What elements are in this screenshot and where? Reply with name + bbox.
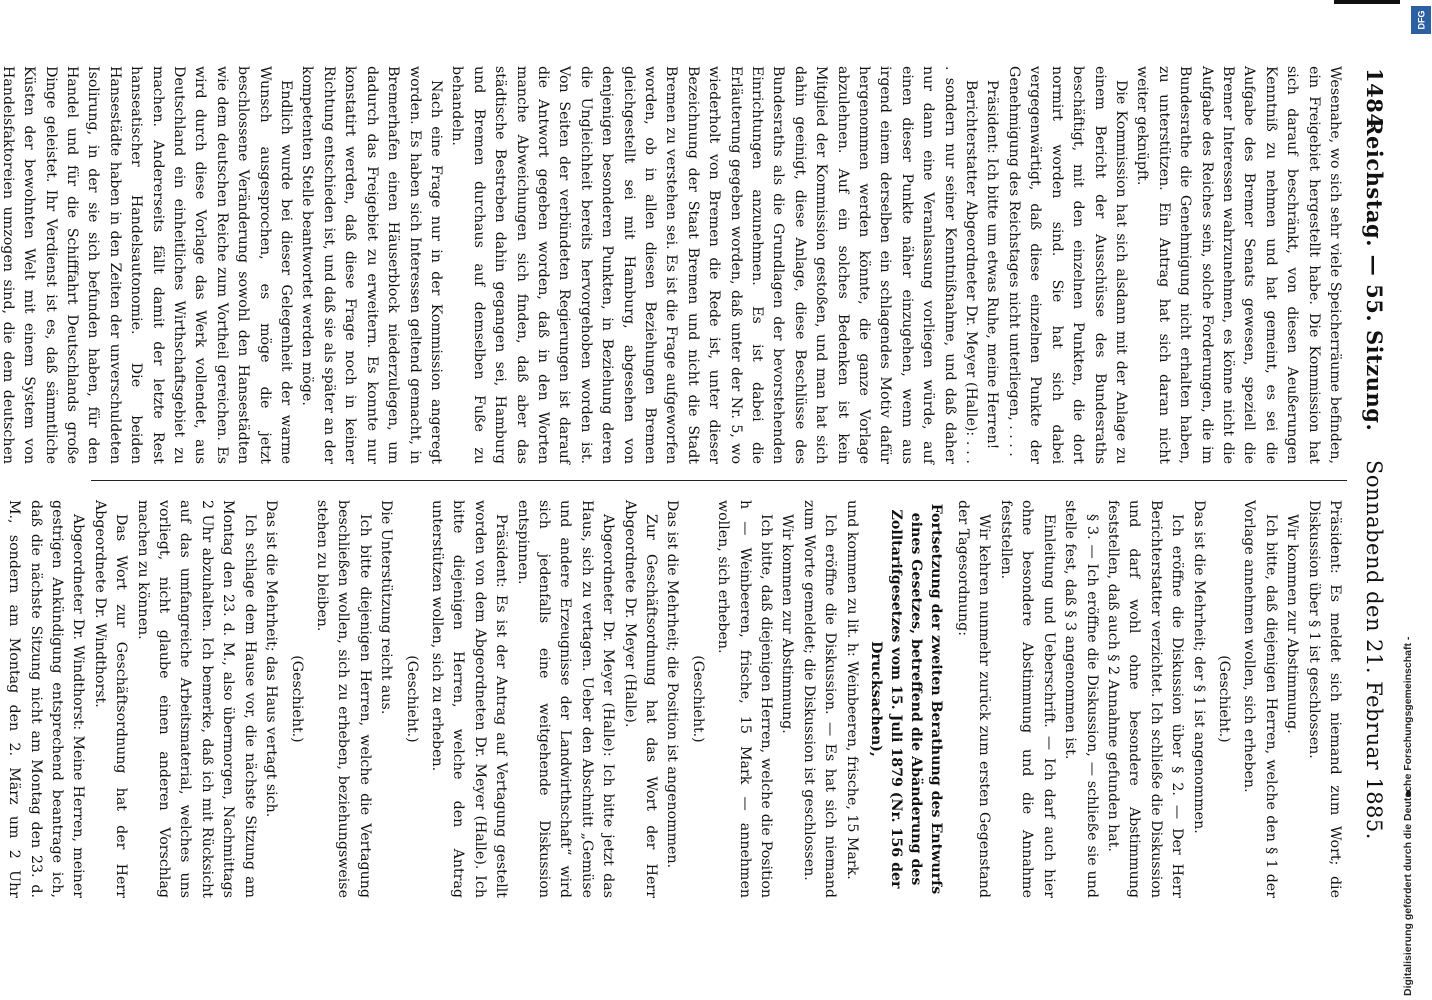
- paragraph: Das Wort zur Geschäftsordnung hat der Herr Abgeordnete Dr. Windthorst.: [91, 500, 130, 898]
- header-center: [1362, 68, 1387, 890]
- paragraph: Wir kommen zur Abstimmung.: [1284, 514, 1301, 734]
- stage-note: (Geschieht.): [1215, 655, 1232, 743]
- paragraph: Ich bitte, daß diejenigen Herren, welche den § 1 der Vorlage annehmen wollen, sich erheben.: [1241, 500, 1279, 898]
- paragraph: Das ist die Mehrheit; der § 1 ist angenommen.: [1190, 500, 1207, 834]
- paragraph: Wesenahe, wo sich sehr viele Speicherräume befinden, ein Freigebiet hergestellt habe. Die Kommission hat sich darauf beschränkt, von diesen Aeußerungen Kenntniß zu nehmen und hat gemeint, es sei die Aufgabe des Bremer Senats gewesen, speziell die Bremer Interessen wahrzunehmen, es könne nicht die Aufgabe des Reiches sein, solche Forderungen, die im Bundesrathe die Genehmigung nicht erhalten haben, zu unterstützen. Ein Antrag hat sich daran nicht weiter geknüpft.: [1134, 66, 1343, 464]
- paragraph: Präsident: Es ist der Antrag auf Vertagung gestellt worden von dem Abgeordneten Dr. Meyer (Halle). Ich bitte diejenigen Herren, welche den Antrag unterstützen wollen, sich zu erheben.: [428, 500, 510, 898]
- scanned-page: [0, 40, 1401, 920]
- paragraph: Wir kommen zur Abstimmung.: [779, 514, 796, 734]
- paragraph: und kommen zu lit. h: Weinbeeren, frische, 15 Mark.: [843, 500, 860, 880]
- paragraph: Nach eine Frage nur in der Kommission angeregt worden. Es haben sich Interessen geltend gemacht, in Bremerhafen einen Häuserblock niederzulegen, um dadurch das Freigebiet zu erweitern. Es konnte nur konstatirt werden, daß diese Frage noch in keiner Richtung entschieden ist, und daß sie als später an der kompetenten Stelle beantwortet werden möge.: [299, 66, 444, 464]
- paragraph: Ich bitte, daß diejenigen Herren, welche die Position h — Weinbeeren, frische, 15 Mark — annehmen wollen, sich erheben.: [715, 500, 775, 898]
- paragraph: Das ist die Mehrheit; das Haus vertagt sich.: [263, 500, 280, 818]
- running-head: [1357, 68, 1393, 890]
- paragraph: Ich eröffne die Diskussion über § 2. — Der Herr Berichterstatter verzichtet. Ich schließe die Diskussion und darf wohl ohne besondere Abstimmung feststellen, daß auch § 2 Annahme gefunden hat.: [1104, 500, 1186, 898]
- paragraph: Präsident: Es meldet sich niemand zum Wort; die Diskussion über § 1 ist geschlossen.: [1305, 500, 1343, 898]
- header-title: Reichstag. — 55. Sitzung.: [1362, 118, 1387, 432]
- paragraph: Die Kommission hat sich alsdann mit der Anlage zu einem Bericht der Ausschüsse des Bundesraths beschäftigt, mit den einzelnen Punkten, die dort normirt worden sind. Sie hat sich dabei vergegenwärtigt, daß diese einzelnen Punkte der Genehmigung des Reichstages nicht unterliegen, . . . .: [1005, 66, 1129, 464]
- paragraph: Präsident: Ich bitte um etwas Ruhe, meine Herren!: [984, 80, 1001, 450]
- paragraph: Ich eröffne die Diskussion. — Es hat sich niemand zum Worte gemeldet; die Diskussion ist geschlossen.: [800, 500, 839, 898]
- paragraph: Abgeordneter Dr. Windthorst: Meine Herren, meiner gestrigen Ankündigung entsprechend beantrage ich, daß die nächste Sitzung nicht am Montag den 23. d. M., sondern am Montag den 2. März um 2 Uhr: [6, 500, 87, 898]
- agenda-item-title: Fortsetzung der zweiten Berathung des Entwurfs eines Gesetzes, betreffend die Abänderung des Zolltarifgesetzes vom 15. Juli 1879 (Nr. 156 der Drucksachen),: [867, 503, 944, 895]
- paragraph: Abgeordneter Dr. Meyer (Halle): Ich bitte jetzt das Haus, sich zu vertagen. Ueber den Abschnitt „Gemüse und andere Erzeugnisse der Landwirthschaft“ wird sich jedenfalls eine weitgehende Diskussion entspinnen.: [514, 500, 617, 898]
- paragraph: Berichterstatter Abgeordneter Dr. Meyer (Halle): . . . . sondern nur seiner Kenntnißnahme, und daß daher nur dann eine Veranlassung vorliegen würde, auf einen dieser Punkte näher einzugehen, wenn aus irgend einem derselben ein schlagendes Motiv dafür hergenommen werden könnte, die ganze Vorlage abzulehnen. Auf ein solches Bedenken ist kein Mitglied der Kommission gestoßen, und man hat sich dahin geeinigt, diese Anlage, diese Beschlüsse des Bundesraths als die Grundlagen der bevorstehenden Einrichtungen anzunehmen. Es ist dabei die Erläuterung gegeben worden, daß unter der Nr. 5, wo wiederholt von Bremen die Rede ist, unter dieser Bezeichnung der Staat Bremen und nicht die Stadt Bremen zu verstehen sei. Es ist die Frage aufgeworfen worden, ob in allen diesen Beziehungen Bremen gleichgestellt sei mit Hamburg, abgesehen von denjenigen besonderen Punkten, in Beziehung deren die Ungleichheit bereits hervorgehoben worden ist. Von Seiten der verbündeten Regierungen ist darauf die Antwort gegeben worden, daß in den Worten manche Abweichungen sich finden, daß aber das städtische Bestreben dahin gegangen sei, Hamburg und Bremen durchaus auf demselben Fuße zu behandeln.: [449, 66, 980, 464]
- stage-note: (Geschieht.): [403, 655, 420, 743]
- left-column: [0, 66, 1345, 464]
- paragraph: Ich schlage dem Hause vor, die nächste Sitzung am Montag den 23. d. M., also übermorgen, Nachmittags 2 Uhr abzuhalten. Ich bemerke, daß ich mit Rücksicht auf das umfangreiche Arbeitsmaterial, welches uns vorliegt, nicht glaube einen anderen Vorschlag machen zu können.: [134, 500, 258, 898]
- scan-edge-mark: [1334, 0, 1400, 4]
- paragraph: § 3. — Ich eröffne die Diskussion, — schließe sie und stelle fest, daß § 3 angenommen ist.: [1062, 500, 1100, 898]
- dfg-logo-text: DFG: [1416, 10, 1426, 30]
- paragraph: Die Unterstützung reicht aus.: [378, 500, 395, 715]
- paragraph: Einleitung und Ueberschrift. — Ich darf auch hier ohne besondere Abstimmung und die Annahme feststellen.: [997, 500, 1057, 898]
- stage-note: (Geschieht.): [689, 655, 706, 743]
- paragraph: Wir kehren nunmehr zurück zum ersten Gegenstand der Tagesordnung:: [955, 500, 993, 898]
- paragraph: Zur Geschäftsordnung hat das Wort der Herr Abgeordnete Dr. Meyer (Halle).: [621, 500, 660, 898]
- right-column: [0, 500, 1345, 898]
- paragraph: Ich bitte diejenigen Herren, welche die Vertagung beschließen wollen, sich zu erheben, beziehungsweise stehen zu bleiben.: [313, 500, 373, 898]
- page-number: 1484: [1362, 68, 1387, 129]
- paragraph: Das ist die Mehrheit; die Position ist angenommen.: [664, 500, 681, 869]
- column-divider: [91, 480, 1347, 481]
- header-date: Sonnabend den 21. Februar 1885.: [1362, 459, 1386, 840]
- paragraph: Endlich wurde bei dieser Gelegenheit der warme Wunsch ausgesprochen, es möge die jetzt beschlossene Veränderung sowohl den Hansestädten wie dem deutschen Reiche zum Vortheil gereichen. Es wird durch diese Vorlage das Werk vollendet, aus Deutschland ein einheitliches Wirthschaftsgebiet zu machen. Andererseits fällt damit der letzte Rest hanseatischer Handelsautonomie. Die beiden Hansestädte haben in den Zeiten der unverschuldeten Isolirung, in der sie sich befunden haben, für den Handel und für die Schifffahrt Deutschlands große Dinge geleistet. Ihr Verdienst ist es, daß sämmtliche Küsten der bewohnten Welt mit einem System von Handelsfaktoreien umzogen sind, die dem deutschen: [0, 66, 295, 464]
- stage-note: (Geschieht.): [288, 655, 305, 743]
- digitization-notice: Digitalisierung gefördert durch die Deutsche Forschungsgemeinschaft -: [1402, 636, 1414, 996]
- dfg-logo: [1411, 6, 1431, 34]
